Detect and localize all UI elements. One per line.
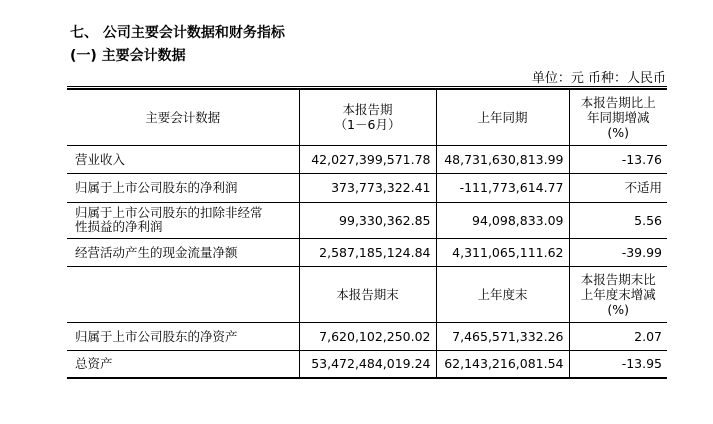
row-prior-value: -111,773,614.77 bbox=[436, 173, 569, 202]
accounting-data-table-wrapper bbox=[67, 86, 667, 379]
header-change-line1: 本报告期比上 bbox=[580, 94, 656, 110]
row-prior-value: 7,465,571,332.26 bbox=[436, 322, 569, 350]
subheader-change bbox=[569, 266, 667, 322]
header-current-period-line1: 本报告期 bbox=[342, 102, 393, 118]
table-row bbox=[67, 350, 667, 378]
header-prior-period: 上年同期 bbox=[436, 89, 569, 145]
subheader-change-line2: 上年度末增减 bbox=[580, 286, 656, 302]
row-change-value: 5.56 bbox=[569, 202, 667, 238]
subheader-change-line3: (%) bbox=[607, 301, 630, 317]
row-label: 归属于上市公司股东的净利润 bbox=[67, 173, 299, 202]
table-subheader-row bbox=[67, 266, 667, 322]
row-label bbox=[67, 202, 299, 238]
table-row bbox=[67, 202, 667, 238]
table-header-row bbox=[67, 89, 667, 145]
subheader-prior-year-end: 上年度末 bbox=[436, 266, 569, 322]
row-prior-value: 62,143,216,081.54 bbox=[436, 350, 569, 378]
row-current-value: 99,330,362.85 bbox=[299, 202, 436, 238]
header-item: 主要会计数据 bbox=[67, 89, 299, 145]
row-prior-value: 94,098,833.09 bbox=[436, 202, 569, 238]
row-label-line1: 归属于上市公司股东的扣除非经常 bbox=[75, 205, 263, 220]
subheader-item bbox=[67, 266, 299, 322]
row-label: 经营活动产生的现金流量净额 bbox=[67, 238, 299, 266]
table-row bbox=[67, 173, 667, 202]
subheader-period-end: 本报告期末 bbox=[299, 266, 436, 322]
row-current-value: 2,587,185,124.84 bbox=[299, 238, 436, 266]
header-change-line3: (%) bbox=[607, 124, 630, 140]
header-change bbox=[569, 89, 667, 145]
row-label: 营业收入 bbox=[67, 145, 299, 173]
row-label-line2: 性损益的净利润 bbox=[75, 219, 163, 234]
row-current-value: 42,027,399,571.78 bbox=[299, 145, 436, 173]
row-change-value: -13.76 bbox=[569, 145, 667, 173]
row-change-value: 不适用 bbox=[569, 173, 667, 202]
row-prior-value: 48,731,630,813.99 bbox=[436, 145, 569, 173]
row-current-value: 53,472,484,019.24 bbox=[299, 350, 436, 378]
table-row bbox=[67, 238, 667, 266]
section-title: 七、 公司主要会计数据和财务指标 bbox=[70, 25, 285, 41]
table-row bbox=[67, 145, 667, 173]
row-label: 总资产 bbox=[67, 350, 299, 378]
header-current-period-line2: （1－6月） bbox=[334, 117, 401, 133]
unit-currency-note: 单位：元 币种：人民币 bbox=[531, 71, 666, 86]
subsection-title: (一) 主要会计数据 bbox=[70, 48, 186, 64]
row-prior-value: 4,311,065,111.62 bbox=[436, 238, 569, 266]
subheader-change-line1: 本报告期末比 bbox=[580, 271, 656, 287]
row-change-value: 2.07 bbox=[569, 322, 667, 350]
row-current-value: 7,620,102,250.02 bbox=[299, 322, 436, 350]
row-change-value: -13.95 bbox=[569, 350, 667, 378]
row-current-value: 373,773,322.41 bbox=[299, 173, 436, 202]
table-row bbox=[67, 322, 667, 350]
accounting-data-table bbox=[67, 88, 667, 379]
header-current-period bbox=[299, 89, 436, 145]
row-change-value: -39.99 bbox=[569, 238, 667, 266]
header-change-line2: 年同期增减 bbox=[586, 109, 650, 125]
row-label: 归属于上市公司股东的净资产 bbox=[67, 322, 299, 350]
